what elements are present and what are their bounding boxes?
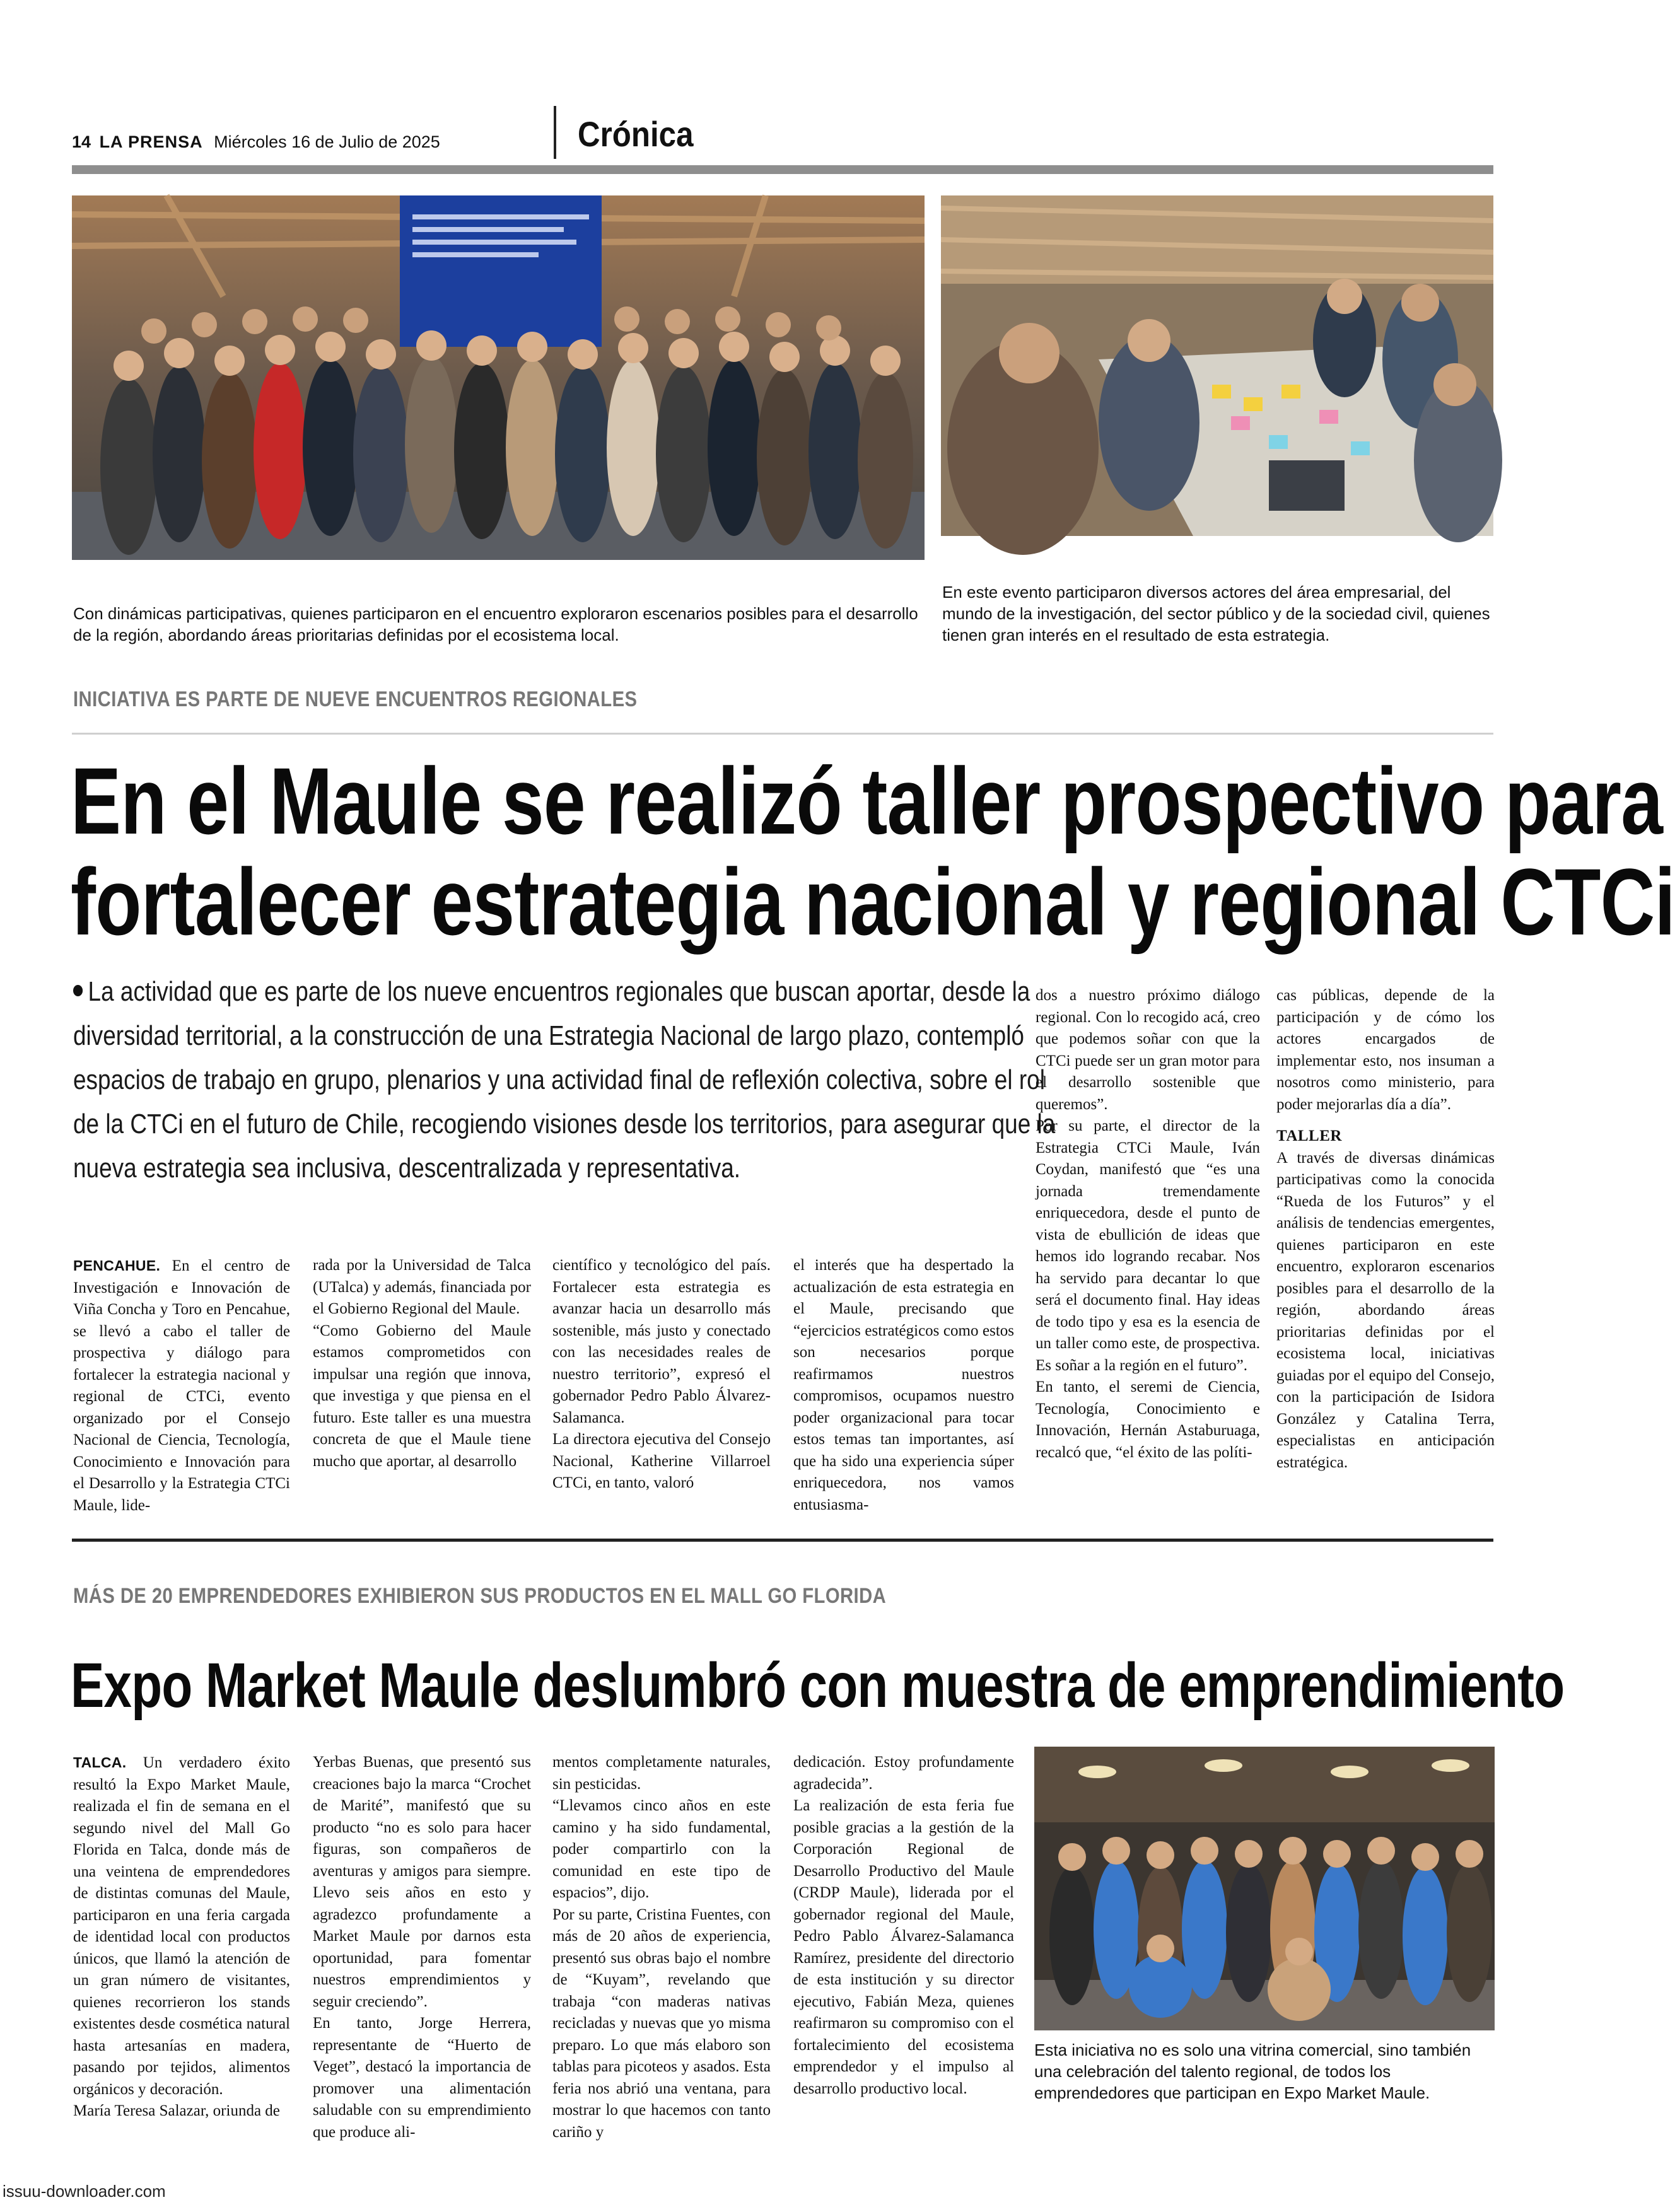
lead-bullet-icon <box>73 985 83 996</box>
article2-headline: Expo Market Maule deslumbró con muestra de emprendimiento <box>71 1650 1565 1721</box>
workshop-photo-caption: En este evento participaron diversos actores del área empresarial, del mundo de la investigación, del sector público y de la sociedad civil, quienes tienen gran interés en el resultado de esta estrategia. <box>942 583 1490 644</box>
header-divider <box>554 106 556 159</box>
article2-col1-text: Un verdadero éxito resultó la Expo Market Maule, realizada el fin de semana en el segundo nivel del Mall Go Florida en Talca, donde más de una veintena de emprendedores de distintas comunas del Maule, participaron en una feria cargada de identidad local con productos únicos, que llamó la atención de un gran número de visitantes, quienes recorrieron los stands existentes desde cosmética natural hasta artesanías en madera, pasando por tejidos, alimentos orgánicos y decoración. María Teresa Salazar, oriunda de <box>73 1754 291 2119</box>
group-photo <box>72 195 925 560</box>
article1-dateline: PENCAHUE. <box>73 1257 161 1274</box>
group-photo-caption: Con dinámicas participativas, quienes participaron en el encuentro exploraron escenarios posibles para el desarrollo de la región, abordando áreas prioritarias definidas por el ecosistema local. <box>73 604 918 644</box>
article-separator <box>72 1539 1493 1542</box>
entrepreneurs-photo <box>1034 1747 1495 2030</box>
article1-col1-text: En el centro de Investigación e Innovación de Viña Concha y Toro en Pencahue, se llevó a cabo el taller de prospectiva y diálogo para fortalecer la estrategia nacional y regional de CTCi, evento organizado por el Consejo Nacional de Ciencia, Tecnología, Conocimiento e Innovación para el Desarrollo y la Estrategia CTCi Maule, lide- <box>73 1257 291 1514</box>
article2-col4-text: dedicación. Estoy profundamente agradecida”. La realización de esta feria fue posible gracias a la gestión de la Corporación Regional de Desarrollo Productivo del Maule (CRDP Maule), liderada por el gobernador regional del Maule, Pedro Pablo Álvarez-Salamanca Ramírez, presidente del directorio de esta institución y su director ejecutivo, Fabián Meza, quienes reafirmaron su compromiso con el fortalecimiento del ecosistema emprendedor y el impulso al desarrollo productivo local. <box>793 1754 1014 2097</box>
article1-col6b-text: A través de diversas dinámicas participativas como la conocida “Rueda de los Futuros” y el análisis de tendencias emergentes, quienes participaron en este encuentro, exploraron escenarios posibles para el desarrollo de la región, abordando áreas prioritarias definidas por el ecosistema local, iniciativas guiadas por el equipo del Consejo, con la participación de Isidora González y Catalina Terra, especialistas en anticipación estratégica. <box>1276 1149 1495 1471</box>
article1-lead-text: La actividad que es parte de los nueve encuentros regionales que buscan aportar, desde la diversidad territorial, a la construcción de una Estrategia Nacional de largo plazo, contempló espacios de trabajo en grupo, plenarios y una actividad final de reflexión colectiva, sobre el rol de la CTCi en el futuro de Chile, recogiendo visiones desde los territorios, para asegurar que la nueva estrategia sea inclusiva, descentralizada y representativa. <box>73 976 1056 1184</box>
article2-column-3 <box>552 1752 771 2141</box>
article1-subhead: TALLER <box>1276 1127 1342 1144</box>
article1-col4-text: el interés que ha despertado la actualización de esta estrategia en el Maule, precisando que “ejercicios estratégicos como estos son necesarios porque reafirmamos nuestros compromisos, ocupamos nuestro poder organizacional para tocar estos temas tan importantes, así que ha sido una experiencia súper enriquecedora, nos vamos entusiasma- <box>793 1257 1014 1513</box>
article1-column-4 <box>793 1255 1014 1513</box>
publication-name: LA PRENSA <box>99 132 203 151</box>
article1-column-3 <box>552 1255 771 1507</box>
entrepreneurs-photo-caption: Esta iniciativa no es solo una vitrina comercial, sino también una celebración del talento regional, de todos los emprendedores que participan en Expo Market Maule. <box>1034 2040 1471 2102</box>
article1-col5-text: dos a nuestro próximo diálogo regional. Con lo recogido acá, creo que podemos soñar con que la CTCi puede ser un gran motor para el desarrollo sostenible que queremos”. Por su parte, el director de la Estrategia CTCi Maule, Iván Coydan, manifestó que “es una jornada tremendamente enriquecedora, desde el punto de vista de ebullición de ideas que hemos ido logrando recabar. Nos ha servido para decantar lo que será el documento final. Hay ideas de todo tipo y esa es la esencia de un taller como este, de prospectiva. Es soñar a la región en el futuro”. En tanto, el seremi de Ciencia, Tecnología, Conocimiento e Innovación, Hernán Astaburuaga, recalcó que, “el éxito de las políti- <box>1036 987 1260 1461</box>
article1-column-1 <box>73 1255 291 1514</box>
page-number: 14 <box>72 132 91 151</box>
article2-kicker: MÁS DE 20 EMPRENDEDORES EXHIBIERON SUS PRODUCTOS EN EL MALL GO FLORIDA <box>73 1584 887 1608</box>
article1-kicker: INICIATIVA ES PARTE DE NUEVE ENCUENTROS REGIONALES <box>73 687 638 711</box>
article1-column-5 <box>1036 985 1260 1496</box>
article1-column-2 <box>313 1255 531 1507</box>
article2-column-2 <box>313 1752 531 2141</box>
article1-headline-line2: fortalecer estrategia nacional y regional CTCi <box>71 849 1675 955</box>
article1-col2-text: rada por la Universidad de Talca (UTalca) y además, financiada por el Gobierno Regional del Maule. “Como Gobierno del Maule estamos comprometidos con impulsar una región que innova, que investiga y que piensa en el futuro. Este taller es una muestra concreta de que el Maule tiene mucho que aportar, al desarrollo <box>313 1257 531 1470</box>
header-rule <box>72 165 1493 174</box>
watermark-text: issuu-downloader.com <box>3 2182 166 2201</box>
article1-headline-line1: En el Maule se realizó taller prospectivo para <box>71 748 1663 854</box>
kicker-rule <box>72 733 1493 735</box>
workshop-photo <box>941 195 1493 536</box>
article2-column-4 <box>793 1752 1014 2105</box>
publication-date: Miércoles 16 de Julio de 2025 <box>214 132 440 151</box>
article2-col3-text: mentos completamente naturales, sin pesticidas. “Llevamos cinco años en este camino y ha sido fundamental, poder compartirlo con la comunidad en este tipo de espacios”, dijo. Por su parte, Cristina Fuentes, con más de 20 años de experiencia, presentó sus obras bajo el nombre de “Kuyam”, revelando que trabaja “con maderas nativas recicladas y nuevas que yo misma preparo. Lo que más elaboro son tablas para picoteos y asados. Esta feria nos abrió una ventana, para mostrar lo que hacemos con tanto cariño y <box>552 1754 771 2141</box>
article2-col2-text: Yerbas Buenas, que presentó sus creaciones bajo la marca “Crochet de Marité”, manifestó que su producto “no es solo para hacer figuras, son compañeros de aventuras y amigos para siempre. Llevo seis años en esto y agradezco profundamente a Market Maule por darnos esta oportunidad, para fomentar nuestros emprendimientos y seguir creciendo”. En tanto, Jorge Herrera, representante de “Huerto de Veget”, destacó la importancia de promover una alimentación saludable con su emprendimiento que produce ali- <box>313 1754 531 2141</box>
article1-col6a-text: cas públicas, depende de la participación y de cómo los actores encargados de implementar esto, nos insuman a nosotros como ministerio, para poder mejorarlas día a día”. <box>1276 987 1495 1113</box>
article2-column-1 <box>73 1752 291 2119</box>
section-title: Crónica <box>578 114 694 154</box>
article1-col3-text: científico y tecnológico del país. Fortalecer esta estrategia es avanzar hacia un desarrollo más sostenible, más justo y conectado con las necesidades reales de nuestro territorio”, expresó el gobernador Pedro Pablo Álvarez- Salamanca. La directora ejecutiva del Consejo Nacional, Katherine Villarroel CTCi, en tanto, valoró <box>552 1257 771 1491</box>
article1-column-6 <box>1276 985 1495 1508</box>
article2-dateline: TALCA. <box>73 1754 127 1771</box>
article1-lead <box>73 970 1058 1190</box>
page-header-meta <box>72 132 440 152</box>
